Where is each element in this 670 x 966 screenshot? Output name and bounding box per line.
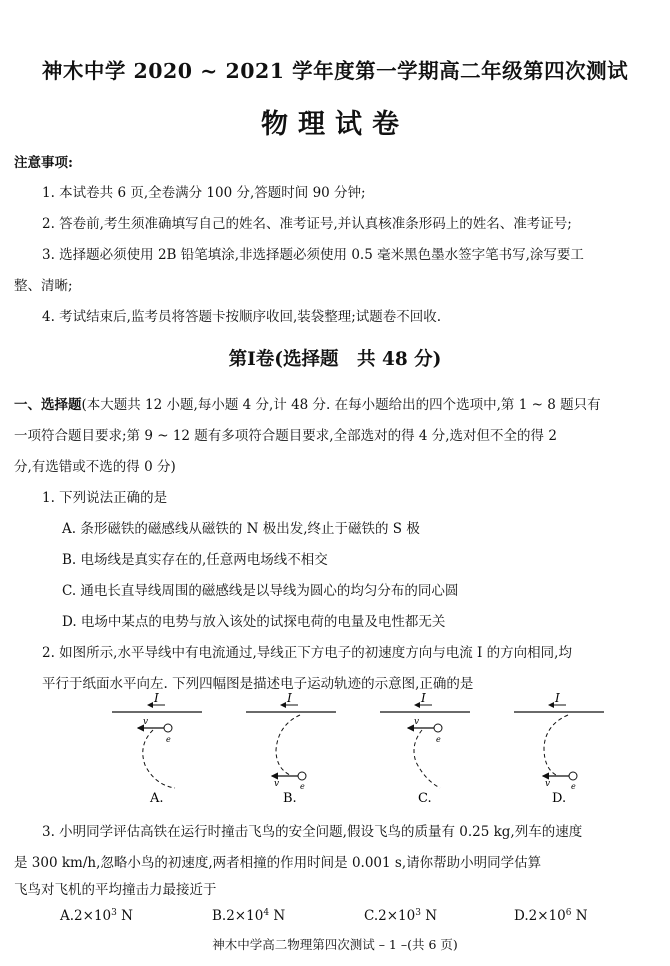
q1-option-d: D. 电场中某点的电势与放入该处的试探电荷的电量及电性都无关	[62, 614, 446, 630]
notice-item-3-cont: 整、清晰;	[14, 278, 73, 294]
q3-stem-line-3: 飞鸟对飞机的平均撞击力最接近于	[14, 882, 217, 898]
q2-stem-line-2: 平行于纸面水平向左. 下列四幅图是描述电子运动轨迹的示意图,正确的是	[42, 676, 474, 692]
electron-label: e	[300, 782, 305, 791]
trajectory	[544, 715, 568, 775]
option-base: 2×10	[74, 908, 112, 924]
option-exponent: 4	[263, 908, 270, 918]
section-intro-text: (本大题共 12 小题,每小题 4 分,计 48 分. 在每小题给出的四个选项中,第 1 ~ 8 题只有	[81, 397, 601, 413]
q2-figure-a	[112, 691, 202, 806]
q2-figures	[0, 690, 670, 810]
q3-stem-line-2: 是 300 km/h,忽略小鸟的初速度,两者相撞的作用时间是 0.001 s,请你帮助小明同学估算	[14, 855, 542, 871]
notice-item-1: 1. 本试卷共 6 页,全卷满分 100 分,答题时间 90 分钟;	[42, 185, 366, 201]
option-unit: N	[420, 908, 438, 924]
school-title: 神木中学 2020 ~ 2021 学年度第一学期高二年级第四次测试	[41, 59, 629, 83]
q3-option-c	[364, 908, 437, 924]
q2-figure-b	[246, 691, 336, 806]
option-letter: B.	[212, 908, 227, 924]
option-exponent: 6	[565, 908, 572, 918]
option-unit: N	[116, 908, 133, 924]
option-letter: C.	[364, 908, 379, 924]
option-base: 2×10	[378, 908, 416, 924]
notice-item-2: 2. 答卷前,考生须准确填写自己的姓名、准考证号,并认真核准条形码上的姓名、准考证号;	[42, 216, 572, 232]
q3-option-b	[212, 908, 285, 924]
q2-figure-c	[380, 691, 470, 806]
electron-label: e	[571, 782, 576, 791]
section-intro-line-3: 分,有选错或不选的得 0 分)	[14, 459, 176, 475]
velocity-label: v	[274, 779, 280, 789]
section-title: 第Ⅰ卷(选择题 共 48 分)	[228, 349, 442, 370]
q3-stem-line-1: 3. 小明同学评估高铁在运行时撞击飞鸟的安全问题,假设飞鸟的质量有 0.25 kg,列车的速度	[42, 824, 583, 840]
option-letter: D.	[514, 908, 529, 924]
electron-label: e	[436, 735, 441, 744]
option-exponent: 3	[415, 908, 421, 918]
notice-item-3: 3. 选择题必须使用 2B 铅笔填涂,非选择题必须使用 0.5 毫米黑色墨水签字笔书写,涂写要工	[42, 247, 584, 263]
option-label-c: C.	[418, 791, 432, 806]
notice-item-4: 4. 考试结束后,监考员将答题卡按顺序收回,装袋整理;试题卷不回收.	[42, 309, 442, 325]
current-label: I	[555, 691, 560, 705]
electron	[434, 724, 442, 732]
section-intro-heading: 一、选择题	[14, 397, 82, 413]
q1-stem: 1. 下列说法正确的是	[42, 490, 168, 506]
q2-stem-line-1: 2. 如图所示,水平导线中有电流通过,导线正下方电子的初速度方向与电流 I 的方向相同,均	[42, 645, 572, 661]
velocity-label: v	[414, 717, 420, 727]
option-base: 2×10	[226, 908, 264, 924]
electron	[298, 772, 306, 780]
q2-figure-d	[514, 691, 604, 806]
electron	[164, 724, 172, 732]
electron-label: e	[166, 735, 171, 744]
section-intro-line-1	[14, 393, 601, 413]
q1-option-c: C. 通电长直导线周围的磁感线是以导线为圆心的均匀分布的同心圆	[62, 583, 459, 599]
option-unit: N	[571, 908, 588, 924]
paper-title: 物理试卷	[261, 109, 409, 140]
option-label-d: D.	[552, 791, 567, 806]
current-label: I	[154, 691, 159, 705]
trajectory	[276, 715, 300, 775]
option-letter: A.	[60, 908, 75, 924]
current-label: I	[421, 691, 426, 705]
velocity-label: v	[143, 717, 149, 727]
page-footer: 神木中学高二物理第四次测试 – 1 –(共 6 页)	[212, 937, 458, 952]
section-intro-line-2: 一项符合题目要求;第 9 ~ 12 题有多项符合题目要求,全部选对的得 4 分,选对但不全的得 2	[14, 428, 557, 444]
current-label: I	[287, 691, 292, 705]
option-label-b: B.	[283, 791, 297, 806]
option-base: 2×10	[528, 908, 566, 924]
velocity-label: v	[545, 779, 551, 789]
option-unit: N	[269, 908, 286, 924]
q3-option-d	[514, 908, 588, 924]
option-exponent: 3	[111, 908, 117, 918]
q1-option-a: A. 条形磁铁的磁感线从磁铁的 N 极出发,终止于磁铁的 S 极	[62, 521, 420, 537]
notice-heading: 注意事项:	[14, 155, 73, 171]
q1-option-b: B. 电场线是真实存在的,任意两电场线不相交	[62, 552, 328, 568]
electron	[569, 772, 577, 780]
q3-option-a	[60, 908, 133, 924]
option-label-a: A.	[150, 791, 164, 806]
